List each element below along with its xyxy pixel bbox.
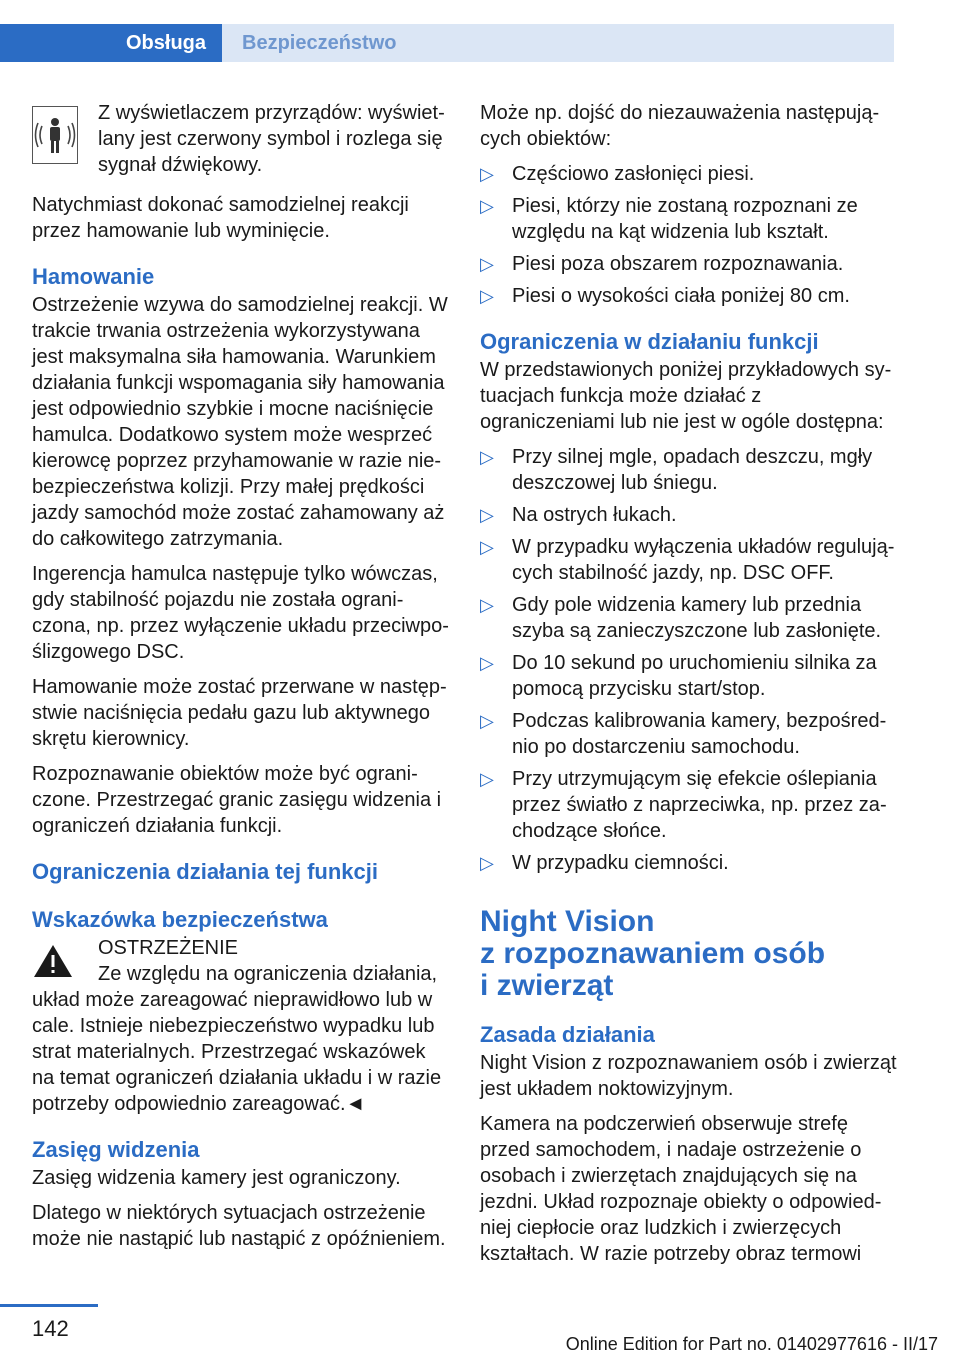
heading-field-of-view: Zasięg widzenia xyxy=(32,1137,200,1162)
heading-safety-note: Wskazówka bezpieczeństwa xyxy=(32,907,328,932)
heading-braking: Hamowanie xyxy=(32,264,155,289)
bullet-triangle-icon: ▷ xyxy=(480,711,494,731)
warning-text: układ może zareagować nieprawidłowo lub w cale. Istnieje niebezpieczeństwo wypadku lub strat materialnych. Przestrzegać wskazówek na temat ograniczeń działania układu i w razie potrzeby odpowiednio zareagować.◄ xyxy=(32,989,442,1115)
pedestrian-warning-note xyxy=(32,100,452,178)
list-item: ▷ Przy utrzymującym się efekcie oślepiania przez światło z naprzeciwka, np. przez zachodzące słońce. xyxy=(480,768,887,842)
limitations-list xyxy=(480,444,900,876)
heading-function-limits: Ograniczenia działania tej funkcji xyxy=(32,859,378,884)
paragraph: Ingerencja hamulca następuje tylko wówczas, gdy stabilność pojazdu nie została ograniczona, np. przez wyłączenie układu przeciwpoślizgowego DSC. xyxy=(32,563,449,663)
tab-bezpieczenstwo[interactable]: Bezpieczeństwo xyxy=(222,24,894,62)
edition-note: Online Edition for Part no. 01402977616 - II/17 xyxy=(565,1334,938,1354)
paragraph: Rozpoznawanie obiektów może być ograniczone. Przestrzegać granic zasięgu widzenia i ograniczeń działania funkcji. xyxy=(32,763,442,837)
paragraph: Kamera na podczerwień obserwuje strefę przed samochodem, i nadaje ostrzeżenie o osobach i zwierzętach znajdujących się na jezdni. Układ rozpoznaje obiekty o odpowiedniej ciepłocie oraz ludzkich i zwierzęcych kształtach. W razie potrzeby obraz termowi xyxy=(480,1113,882,1265)
heading-operation-limits: Ograniczenia w działaniu funkcji xyxy=(480,329,819,354)
bullet-triangle-icon: ▷ xyxy=(480,164,494,184)
bullet-triangle-icon: ▷ xyxy=(480,537,494,557)
undetected-objects-list xyxy=(480,161,900,309)
paragraph: Night Vision z rozpoznawaniem osób i zwierząt jest układem noktowizyjnym. xyxy=(480,1052,897,1100)
icon-note-text: Z wyświetlaczem przyrządów: wyświetlany jest czerwony symbol i rozlega się sygnał dźwiękowy. xyxy=(98,102,445,176)
bullet-triangle-icon: ▷ xyxy=(480,447,494,467)
bullet-triangle-icon: ▷ xyxy=(480,196,494,216)
bullet-triangle-icon: ▷ xyxy=(480,505,494,525)
list-item: ▷ Do 10 sekund po uruchomieniu silnika za pomocą przycisku start/stop. xyxy=(480,652,877,700)
warning-first-line: Ze względu na ograniczenia działania, xyxy=(98,963,438,985)
bullet-triangle-icon: ▷ xyxy=(480,853,494,873)
warning-block xyxy=(32,935,452,1117)
list-item: ▷ Piesi o wysokości ciała poniżej 80 cm. xyxy=(480,285,850,307)
list-item: ▷ Piesi poza obszarem rozpoznawania. xyxy=(480,253,844,275)
bullet-triangle-icon: ▷ xyxy=(480,653,494,673)
paragraph: Może np. dojść do niezauważenia następujących obiektów: xyxy=(480,102,880,150)
list-item: ▷ Gdy pole widzenia kamery lub przednia szyba są zanieczyszczone lub zasłonięte. xyxy=(480,594,882,642)
footer-divider xyxy=(0,1304,98,1307)
page-number: 142 xyxy=(32,1316,69,1341)
bullet-triangle-icon: ▷ xyxy=(480,595,494,615)
paragraph: Hamowanie może zostać przerwane w następstwie naciśnięcia pedału gazu lub aktywnego skrętu kierownicy. xyxy=(32,676,447,750)
bullet-triangle-icon: ▷ xyxy=(480,769,494,789)
paragraph: Zasięg widzenia kamery jest ograniczony. xyxy=(32,1167,401,1189)
section-title xyxy=(480,906,900,1002)
heading-principle: Zasada działania xyxy=(480,1022,655,1047)
list-item: ▷ Częściowo zasłonięci piesi. xyxy=(480,163,755,185)
list-item: ▷ Przy silnej mgle, opadach deszczu, mgły deszczowej lub śniegu. xyxy=(480,446,873,494)
warning-title: OSTRZEŻENIE xyxy=(98,937,239,959)
section-title-line-1: Night Vision xyxy=(480,905,655,938)
chapter-header xyxy=(0,0,960,62)
bullet-triangle-icon: ▷ xyxy=(480,286,494,306)
list-item: ▷ Piesi, którzy nie zostaną rozpoznani ze względu na kąt widzenia lub kształt. xyxy=(480,195,858,243)
tab-obsluga[interactable]: Obsługa xyxy=(0,24,222,62)
paragraph: W przedstawionych poniżej przykładowych sytuacjach funkcja może działać z ograniczeniami lub nie jest w ogóle dostępna: xyxy=(480,359,892,433)
paragraph: Dlatego w niektórych sytuacjach ostrzeżenie może nie nastąpić lub nastąpić z opóźnieniem. xyxy=(32,1202,446,1250)
section-title-line-2: z rozpoznawaniem osób xyxy=(480,937,826,970)
pedestrian-warning-icon xyxy=(32,106,78,164)
list-item: ▷ W przypadku wyłączenia układów regulujących stabilność jazdy, np. DSC OFF. xyxy=(480,536,895,584)
paragraph: Natychmiast dokonać samodzielnej reakcji przez hamowanie lub wyminięcie. xyxy=(32,194,409,242)
list-item: ▷ Na ostrych łukach. xyxy=(480,504,677,526)
bullet-triangle-icon: ▷ xyxy=(480,254,494,274)
section-title-line-3: i zwierząt xyxy=(480,969,614,1002)
warning-triangle-icon xyxy=(32,943,74,979)
right-column xyxy=(480,100,900,1276)
left-column xyxy=(32,100,452,1261)
paragraph: Ostrzeżenie wzywa do samodzielnej reakcji. W trakcie trwania ostrzeżenia wykorzystywana jest maksymalna siła hamowania. Warunkiem działania funkcji wspomagania siły hamowania jest odpowiednio szybkie i mocne naciśnięcie hamulca. Dodatkowo system może wesprzeć kierowcę poprzez przyhamowanie w razie niebezpieczeństwa kolizji. Przy małej prędkości jazdy samochód może zostać zahamowany aż do całkowitego zatrzymania. xyxy=(32,294,448,550)
list-item: ▷ Podczas kalibrowania kamery, bezpośrednio po dostarczeniu samochodu. xyxy=(480,710,887,758)
list-item: ▷ W przypadku ciemności. xyxy=(480,852,729,874)
